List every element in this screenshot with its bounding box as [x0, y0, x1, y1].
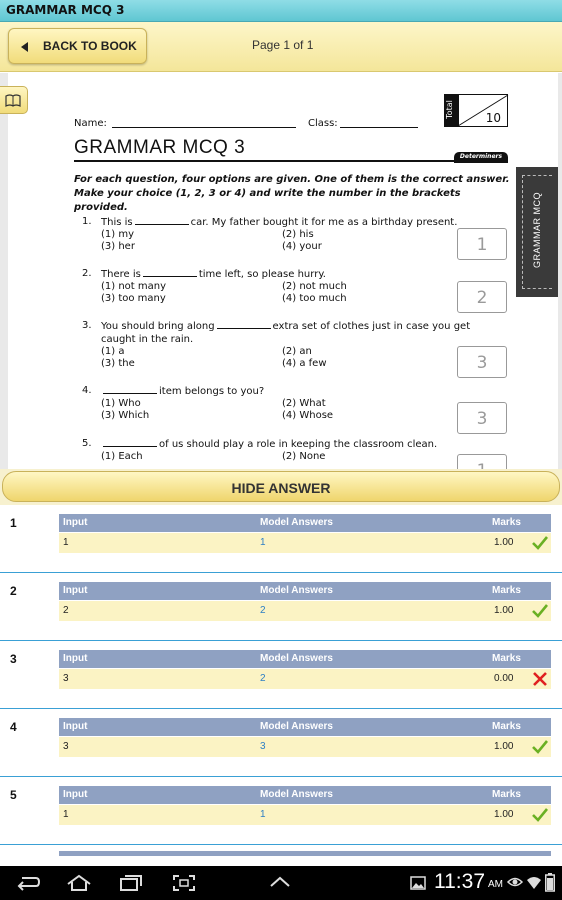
marks-value: 1.00: [494, 809, 514, 820]
answer-table-header: Input Model Answers Marks: [59, 786, 551, 804]
check-icon: [531, 603, 549, 619]
answer-table-row: [59, 805, 551, 825]
battery-icon: [545, 873, 555, 892]
option: (4) Whose: [282, 410, 334, 421]
option: (4) a few: [282, 358, 327, 369]
answer-box-1[interactable]: 1: [457, 228, 507, 260]
marks-value: 1.00: [494, 741, 514, 752]
option: (1) Who: [101, 398, 141, 409]
option: (1) my: [101, 229, 135, 240]
title-rule: [74, 160, 508, 162]
option: (1) a: [101, 346, 125, 357]
answer-row: 5 Input Model Answers Marks 1 1 1.00: [0, 777, 562, 845]
answer-box-3[interactable]: 3: [457, 346, 507, 378]
check-icon: [531, 739, 549, 755]
back-to-book-button[interactable]: [8, 28, 147, 64]
input-value: 3: [63, 741, 69, 752]
option: (2) What: [282, 398, 326, 409]
answer-box-2[interactable]: 2: [457, 281, 507, 313]
class-line: [340, 127, 418, 128]
clock-time: 11:37: [434, 870, 485, 893]
next-row-header-partial: [59, 851, 551, 856]
total-marks: 10: [485, 111, 501, 125]
model-answer: 2: [260, 673, 266, 684]
window-title: GRAMMAR MCQ 3: [6, 3, 125, 17]
option: (3) the: [101, 358, 135, 369]
worksheet-page: Name: Class: Total 10 GRAMMAR MCQ 3 Determiners For each question, four options are given. One of them is the correct answer. Make your choice (1, 2, 3 or 4) and write the number in the brackets provided. GRAMMAR MCQ 1. This is car. My father bought it for me as a birthday present. (1) my (2) his (3) her (4) your 1 2. There is time left, so please hurry. (1) not many (2) not much (3) too many (4) too much 2 3. You should bring along extra set of clothes just in case you get caught in the rain. (1) a (2) an (3) the (4) a few 3 4. item belongs to you? (1) Who (2) What (3) Which (4) Whose 3 5. of us should play a role in keeping the classroom clean. (1) Each (2) None: [8, 73, 558, 469]
system-nav-bar: [0, 866, 562, 900]
answer-table-header: Input Model Answers Marks: [59, 650, 551, 668]
book-icon: [5, 94, 21, 107]
answer-list[interactable]: [0, 505, 562, 865]
book-icon-button[interactable]: [0, 86, 28, 114]
answer-table-header: Input Model Answers Marks: [59, 514, 551, 532]
marks-value: 1.00: [494, 605, 514, 616]
clock-ampm: AM: [488, 879, 503, 890]
answer-row: 1 Input Model Answers Marks 1 1 1.00: [0, 505, 562, 573]
option: (1) Each: [101, 451, 143, 462]
recent-apps-icon[interactable]: [119, 874, 143, 892]
page-indicator: Page 1 of 1: [252, 38, 314, 52]
option: (3) too many: [101, 293, 166, 304]
option: (1) not many: [101, 281, 167, 292]
home-nav-icon[interactable]: [66, 874, 92, 892]
option: (4) your: [282, 241, 322, 252]
answer-table-header: Input Model Answers Marks: [59, 718, 551, 736]
eye-icon: [507, 876, 523, 888]
input-value: 2: [63, 605, 69, 616]
worksheet-viewer[interactable]: [0, 73, 562, 469]
side-tab-label: GRAMMAR MCQ: [532, 192, 542, 268]
answer-row: 4 Input Model Answers Marks 3 3 1.00: [0, 709, 562, 777]
input-value: 3: [63, 673, 69, 684]
name-label: Name:: [74, 118, 107, 129]
side-tab: [516, 167, 558, 297]
total-score-box: [444, 94, 508, 127]
total-label: Total: [444, 100, 454, 119]
input-value: 1: [63, 809, 69, 820]
class-label: Class:: [308, 118, 338, 129]
worksheet-title: GRAMMAR MCQ 3: [74, 137, 246, 158]
model-answer: 1: [260, 537, 266, 548]
header: [0, 22, 562, 72]
topic-label: Determiners: [459, 153, 503, 160]
screenshot-icon[interactable]: [172, 874, 196, 892]
hide-answer-bar: [0, 469, 562, 505]
option: (3) her: [101, 241, 135, 252]
answer-table-row: [59, 669, 551, 689]
cross-icon: [531, 671, 549, 687]
option: (2) not much: [282, 281, 347, 292]
option: (3) Which: [101, 410, 150, 421]
option: (2) his: [282, 229, 314, 240]
title-bar: [0, 0, 562, 22]
answer-table-header: Input Model Answers Marks: [59, 582, 551, 600]
input-value: 1: [63, 537, 69, 548]
answer-table-row: [59, 533, 551, 553]
answer-table-row: [59, 737, 551, 757]
row-divider: [0, 844, 562, 845]
back-button-label: BACK TO BOOK: [43, 39, 137, 53]
wifi-icon: [526, 875, 542, 890]
gallery-icon: [410, 876, 426, 890]
menu-up-icon[interactable]: [269, 876, 291, 888]
check-icon: [531, 535, 549, 551]
model-answer: 3: [260, 741, 266, 752]
marks-value: 0.00: [494, 673, 514, 684]
option: (2) an: [282, 346, 312, 357]
instructions: For each question, four options are given. One of them is the correct answer. Make your choice (1, 2, 3 or 4) and write the number in the brackets provided.: [74, 174, 510, 213]
marks-value: 1.00: [494, 537, 514, 548]
option: (4) too much: [282, 293, 347, 304]
answer-row: 3 Input Model Answers Marks 3 2 0.00: [0, 641, 562, 709]
model-answer: 2: [260, 605, 266, 616]
name-line: [112, 127, 296, 128]
answer-box-4[interactable]: 3: [457, 402, 507, 434]
option: (2) None: [282, 451, 326, 462]
model-answer: 1: [260, 809, 266, 820]
answer-row: 2 Input Model Answers Marks 2 2 1.00: [0, 573, 562, 641]
hide-answer-button[interactable]: [2, 471, 560, 502]
back-nav-icon[interactable]: [16, 875, 40, 891]
check-icon: [531, 807, 549, 823]
back-arrow-icon: [21, 42, 28, 52]
hide-answer-label: HIDE ANSWER: [231, 480, 331, 496]
total-label-block: [445, 95, 459, 126]
answer-table-row: [59, 601, 551, 621]
